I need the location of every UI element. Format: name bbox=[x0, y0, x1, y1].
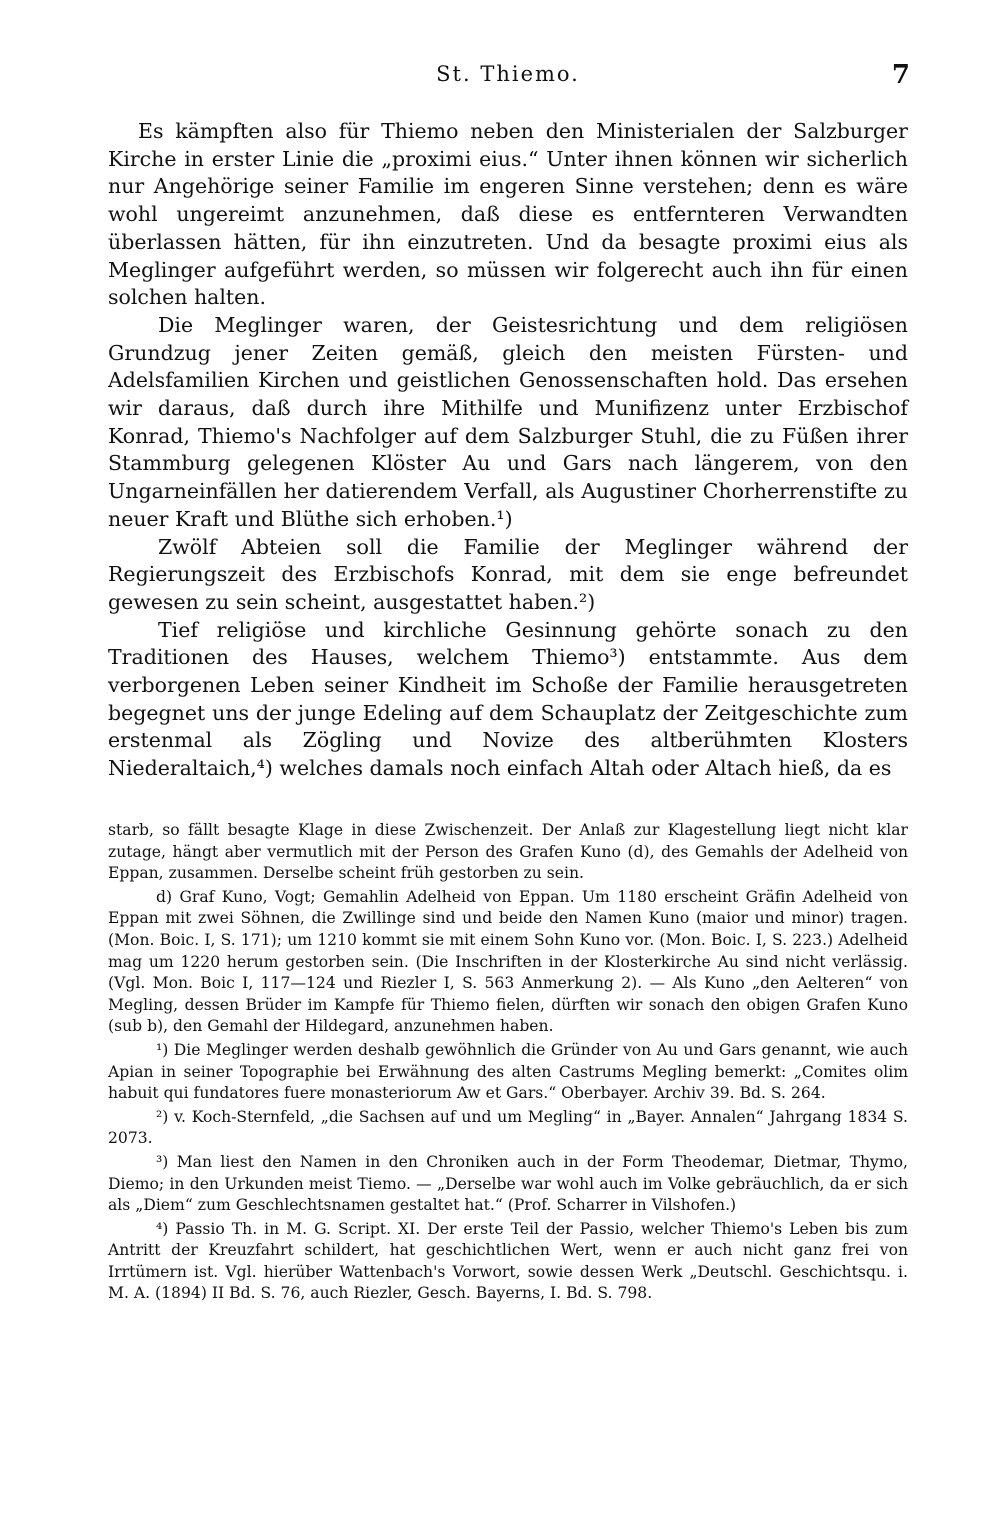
footnotes bbox=[108, 820, 908, 1305]
footnote-continuation: starb, so fällt besagte Klage in diese Zwischenzeit. Der Anlaß zur Klagestellung liegt nicht klar zutage, hängt aber vermutlich mit der Person des Grafen Kuno (d), des Gemahls der Adelheid von Eppan, zusammen. Derselbe scheint früh gestorben zu sein. bbox=[108, 821, 908, 883]
paragraph: Zwölf Abteien soll die Familie der Meglinger während der Regierungszeit des Erzbischofs Konrad, mit dem sie enge befreundet gewesen zu sein scheint, ausgestattet haben.²) bbox=[108, 534, 908, 614]
main-text bbox=[108, 118, 908, 783]
footnote-4: ⁴) Passio Th. in M. G. Script. XI. Der erste Teil der Passio, welcher Thiemo's Leben bis zum Antritt der Kreuzfahrt schildert, hat geschichtlichen Wert, wenn er auch nicht ganz frei von Irrtümern ist. Vgl. hierüber Wattenbach's Vorwort, sowie dessen Werk „Deutschl. Geschichtsqu. i. M. A. (1894) II Bd. S. 76, auch Riezler, Gesch. Bayerns, I. Bd. S. 798. bbox=[108, 1219, 908, 1303]
page-header bbox=[108, 62, 908, 92]
footnote-1: ¹) Die Meglinger werden deshalb gewöhnlich die Gründer von Au und Gars genannt, wie auch Apian in seiner Topographie bei Erwähnung des alten Castrums Megling bemerkt: „Comites olim habuit qui fundatores fuere monasteriorum Aw et Gars.“ Oberbayer. Archiv 39. Bd. S. 264. bbox=[108, 1040, 908, 1103]
footnote-2: ²) v. Koch-Sternfeld, „die Sachsen auf und um Megling“ in „Bayer. Annalen“ Jahrgang 1834 S. 2073. bbox=[108, 1107, 908, 1148]
paragraph: Es kämpften also für Thiemo neben den Ministerialen der Salzburger Kirche in erster Linie die „proximi eius.“ Unter ihnen können wir sicherlich nur Angehörige seiner Familie im engeren Sinne verstehen; denn es wäre wohl ungereimt anzunehmen, daß diese es entfernteren Verwandten überlassen hätten, für ihn einzutreten. Und da besagte proximi eius als Meglinger aufgeführt werden, so müssen wir folgerecht auch ihn für einen solchen halten. bbox=[108, 119, 908, 310]
footnote-d: d) Graf Kuno, Vogt; Gemahlin Adelheid von Eppan. Um 1180 erscheint Gräfin Adelheid von Eppan mit zwei Söhnen, die Zwillinge sind und beide den Namen Kuno (maior und minor) tragen. (Mon. Boic. I, S. 171); um 1210 kommt sie mit einem Sohn Kuno vor. (Mon. Boic. I, S. 223.) Adelheid mag um 1220 herum gestorben sein. (Die Inschriften in der Klosterkirche Au sind nicht verlässig. (Vgl. Mon. Boic I, 117—124 und Riezler I, S. 563 Anmerkung 2). — Als Kuno „den Aelteren“ von Megling, dessen Brüder im Kampfe für Thiemo fielen, dürften wir sonach den obigen Grafen Kuno (sub b), den Gemahl der Hildegard, anzunehmen haben. bbox=[108, 887, 908, 1036]
page-number: 7 bbox=[891, 60, 910, 90]
paragraph: Tief religiöse und kirchliche Gesinnung gehörte sonach zu den Traditionen des Hauses, welchem Thiemo³) entstammte. Aus dem verborgenen Leben seiner Kindheit im Schoße der Familie herausgetreten begegnet uns der junge Edeling auf dem Schauplatz der Zeitgeschichte zum erstenmal als Zögling und Novize des altberühmten Klosters Niederaltaich,⁴) welches damals noch einfach Altah oder Altach hieß, da es bbox=[108, 617, 908, 781]
paragraph: Die Meglinger waren, der Geistesrichtung und dem religiösen Grundzug jener Zeiten gemäß, gleich den meisten Fürsten- und Adelsfamilien Kirchen und geistlichen Genossenschaften hold. Das ersehen wir daraus, daß durch ihre Mithilfe und Munifizenz unter Erzbischof Konrad, Thiemo's Nachfolger auf dem Salzburger Stuhl, die zu Füßen ihrer Stammburg gelegenen Klöster Au und Gars nach längerem, von den Ungarneinfällen her datierendem Verfall, als Augustiner Chorherrenstifte zu neuer Kraft und Blüthe sich erhoben.¹) bbox=[108, 312, 908, 531]
running-title: St. Thiemo. bbox=[436, 62, 580, 86]
footnote-3: ³) Man liest den Namen in den Chroniken auch in der Form Theodemar, Dietmar, Thymo, Diemo; in den Urkunden meist Tiemo. — „Derselbe war wohl auch im Volke gebräuchlich, da er sich als „Diem“ zum Geschlechtsnamen gestaltet hat.“ (Prof. Scharrer in Vilshofen.) bbox=[108, 1152, 908, 1215]
